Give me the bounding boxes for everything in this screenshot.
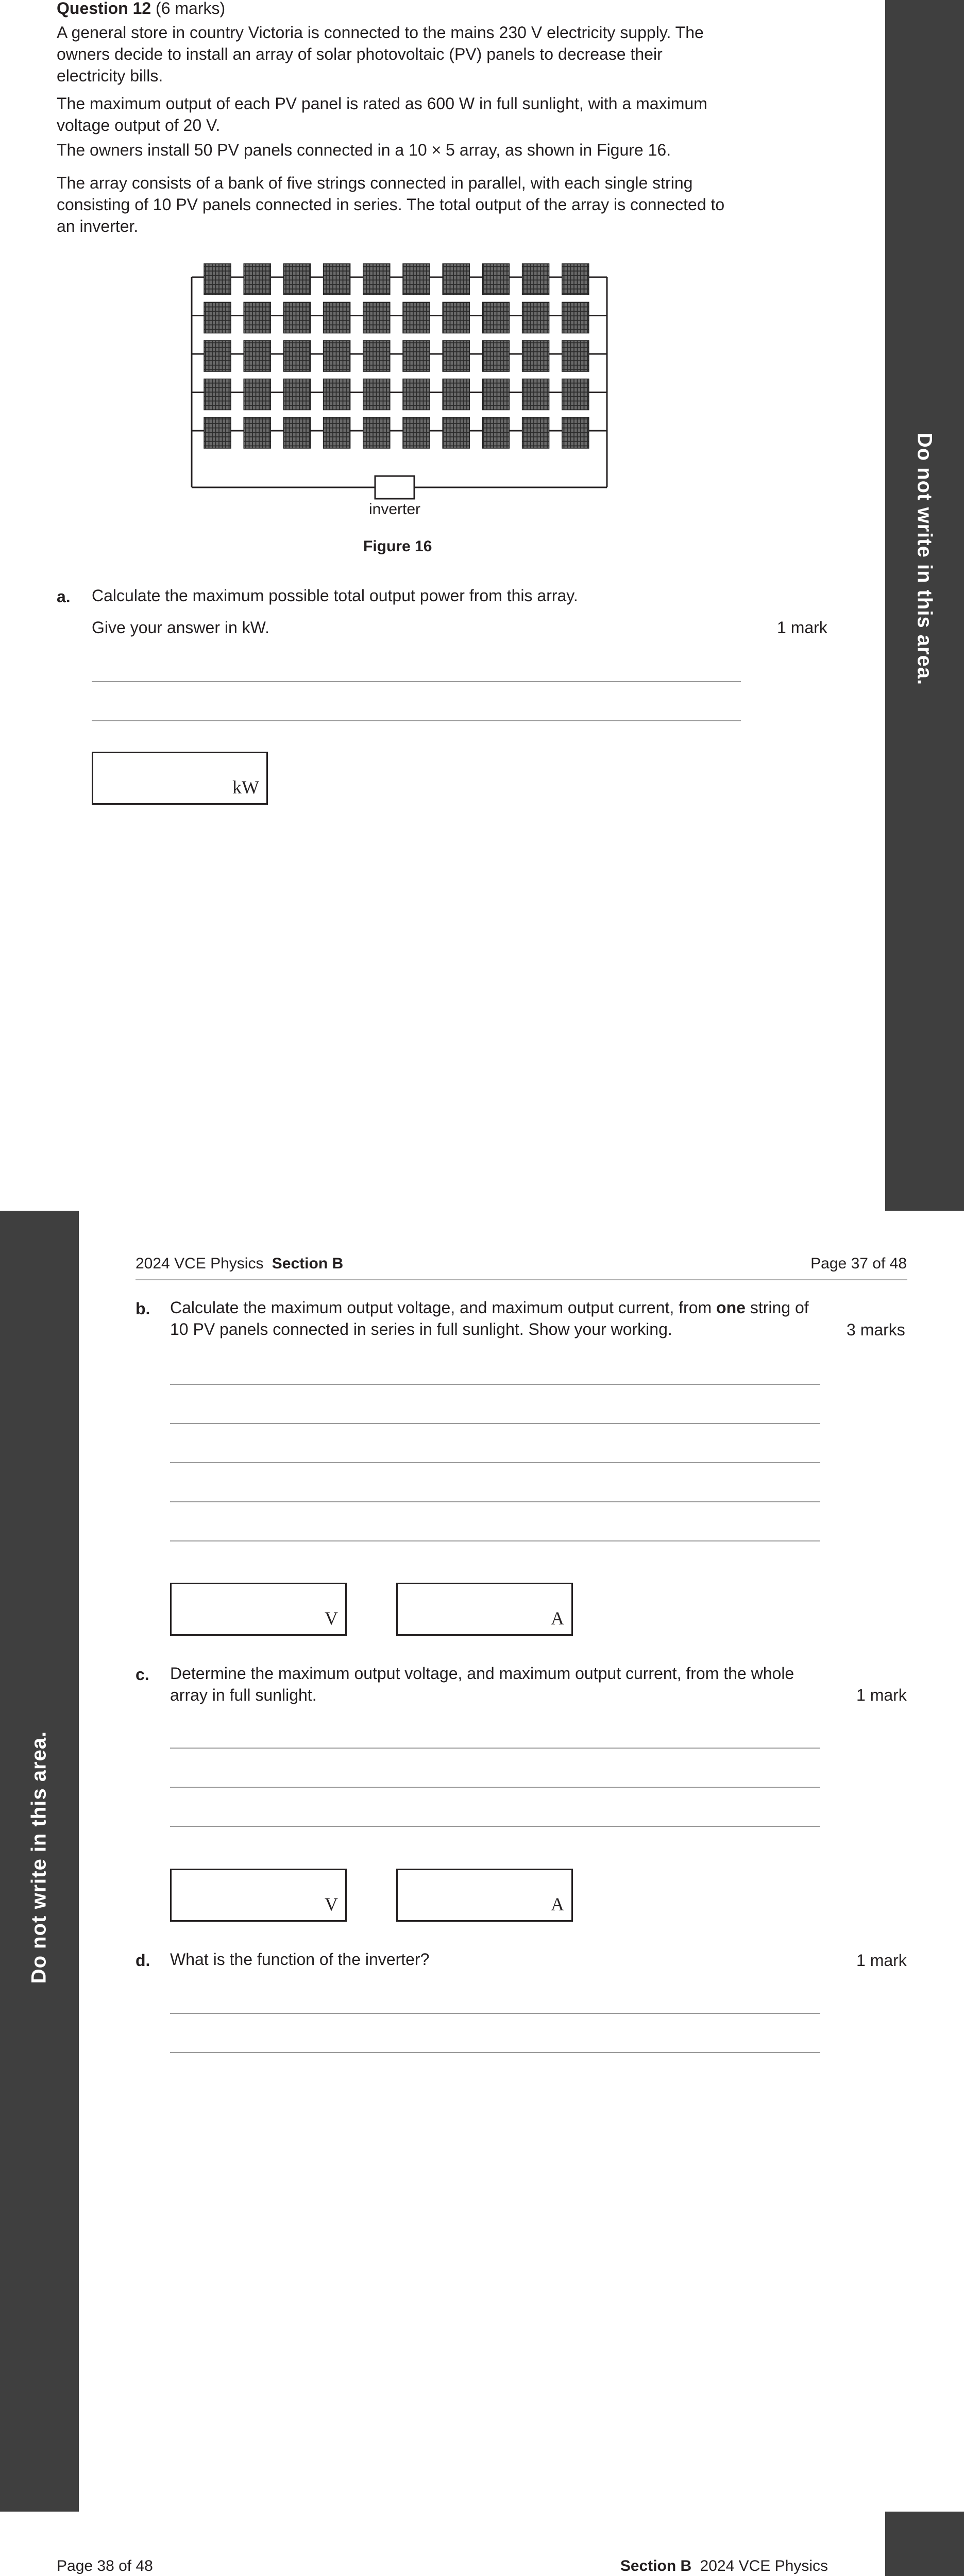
answer-line[interactable] [170, 1384, 820, 1385]
question-marks: (6 marks) [156, 0, 226, 18]
pv-panel [283, 341, 310, 371]
unit-amps: A [551, 1608, 564, 1629]
pv-panel [562, 379, 589, 410]
pv-panel [324, 379, 350, 410]
answer-box-voltage[interactable] [170, 1583, 347, 1636]
pv-panel [562, 302, 589, 333]
pv-panel [244, 302, 270, 333]
page38-footer-left: Page 38 of 48 [57, 2557, 153, 2574]
answer-line[interactable] [170, 2013, 820, 2014]
do-not-write-label: Do not write in this area. [27, 1731, 50, 1984]
pv-panel [403, 302, 430, 333]
pv-panel [204, 379, 231, 410]
pv-panel [363, 341, 390, 371]
pv-panel [482, 417, 509, 448]
header-rule [136, 1279, 907, 1280]
answer-line[interactable] [170, 1826, 820, 1827]
right-margin-bar [885, 2512, 964, 2576]
part-c-marks: 1 mark [856, 1686, 907, 1704]
page37-header-subject: 2024 VCE Physics [136, 1255, 264, 1272]
pv-panel [482, 302, 509, 333]
answer-box-current[interactable] [396, 1583, 573, 1636]
part-b-text-start: Calculate the maximum output voltage, and maximum output current, from [170, 1298, 717, 1317]
inverter-box [375, 476, 414, 499]
intro-paragraph-4: The array consists of a bank of five strings connected in parallel, with each single string consisting of 10 PV panels connected in series. The total output of the array is connected to an inverter. [57, 174, 725, 235]
pv-panel [443, 417, 469, 448]
part-a-instruction: Give your answer in kW. [92, 618, 269, 637]
answer-line[interactable] [170, 1462, 820, 1463]
pv-panel [244, 264, 270, 295]
page38-footer-section: Section B [620, 2557, 692, 2574]
intro-paragraph-2: The maximum output of each PV panel is rated as 600 W in full sunlight, with a maximum voltage output of 20 V. [57, 94, 707, 134]
pv-panel [403, 379, 430, 410]
answer-line[interactable] [170, 1423, 820, 1424]
pv-panel [522, 379, 549, 410]
page37-header-left [136, 1255, 343, 1273]
pv-panel [283, 302, 310, 333]
question-title: Question 12 [57, 0, 151, 18]
part-a-label: a. [57, 587, 71, 606]
pv-panel [283, 264, 310, 295]
part-b-text [170, 1297, 824, 1340]
answer-line[interactable] [170, 2052, 820, 2053]
pv-panel [244, 341, 270, 371]
pv-panel [403, 264, 430, 295]
pv-panel [324, 302, 350, 333]
part-d-text: What is the function of the inverter? [170, 1950, 430, 1969]
pv-panel [443, 341, 469, 371]
pv-panel [283, 379, 310, 410]
answer-line[interactable] [92, 681, 741, 682]
answer-line[interactable] [92, 720, 741, 721]
part-b-label: b. [136, 1299, 150, 1318]
part-b-text-end: string of 10 PV panels connected in series in full sunlight. Show your working. [170, 1298, 809, 1338]
answer-line[interactable] [170, 1748, 820, 1749]
pv-panel [522, 417, 549, 448]
part-c-label: c. [136, 1665, 149, 1684]
pv-panel [443, 264, 469, 295]
right-margin-bar [885, 0, 964, 1211]
pv-panel [244, 379, 270, 410]
pv-panel [522, 302, 549, 333]
pv-array-figure [185, 258, 613, 500]
pv-panel [403, 341, 430, 371]
part-b-marks: 3 marks [847, 1320, 905, 1339]
pv-panel [363, 264, 390, 295]
answer-line[interactable] [170, 1787, 820, 1788]
part-d-marks: 1 mark [856, 1951, 907, 1970]
pv-panel [324, 417, 350, 448]
pv-panel [363, 417, 390, 448]
part-a-text: Calculate the maximum possible total output power from this array. [92, 586, 578, 605]
pv-panel [324, 264, 350, 295]
pv-panel [482, 264, 509, 295]
page38-footer-subject: 2024 VCE Physics [700, 2557, 828, 2574]
pv-panel [443, 302, 469, 333]
unit-amps: A [551, 1894, 564, 1914]
unit-kw: kW [232, 777, 259, 798]
answer-box-kw[interactable] [92, 752, 268, 805]
part-c-text: Determine the maximum output voltage, and maximum output current, from the whole array in full sunlight. [170, 1664, 794, 1704]
pv-panel [283, 417, 310, 448]
pv-panel [443, 379, 469, 410]
pv-panel [204, 264, 231, 295]
do-not-write-label: Do not write in this area. [913, 432, 936, 686]
part-d-label: d. [136, 1951, 150, 1970]
pv-panel [482, 341, 509, 371]
answer-box-voltage[interactable] [170, 1869, 347, 1922]
pv-panel [204, 417, 231, 448]
pv-panel [403, 417, 430, 448]
page37-header-right: Page 37 of 48 [810, 1255, 907, 1272]
part-a-marks: 1 mark [777, 618, 827, 637]
pv-panel [562, 264, 589, 295]
pv-panel [522, 264, 549, 295]
pv-panel [562, 417, 589, 448]
pv-panel [522, 341, 549, 371]
pv-panel [324, 341, 350, 371]
intro-paragraph-3: The owners install 50 PV panels connected in a 10 × 5 array, as shown in Figure 16. [57, 141, 671, 159]
pv-panel [204, 341, 231, 371]
unit-volts: V [325, 1894, 338, 1914]
answer-box-current[interactable] [396, 1869, 573, 1922]
part-b-text-emphasis: one [716, 1298, 746, 1317]
figure-caption: Figure 16 [363, 538, 432, 555]
intro-paragraph-1: A general store in country Victoria is connected to the mains 230 V electricity supply. The owners decide to install an array of solar photovoltaic (PV) panels to decrease their electricity bills. [57, 23, 704, 85]
page37-header-section: Section B [272, 1255, 344, 1272]
pv-array-diagram [185, 258, 613, 500]
pv-panel [482, 379, 509, 410]
pv-panel [562, 341, 589, 371]
pv-panel [363, 379, 390, 410]
unit-volts: V [325, 1608, 338, 1629]
pv-panel [244, 417, 270, 448]
question-heading [57, 0, 225, 18]
pv-panel [204, 302, 231, 333]
answer-line[interactable] [170, 1540, 820, 1541]
answer-line[interactable] [170, 1501, 820, 1502]
page38-footer-right [620, 2557, 828, 2575]
pv-panel [363, 302, 390, 333]
inverter-label: inverter [369, 501, 421, 518]
left-margin-bar [0, 1211, 79, 2512]
